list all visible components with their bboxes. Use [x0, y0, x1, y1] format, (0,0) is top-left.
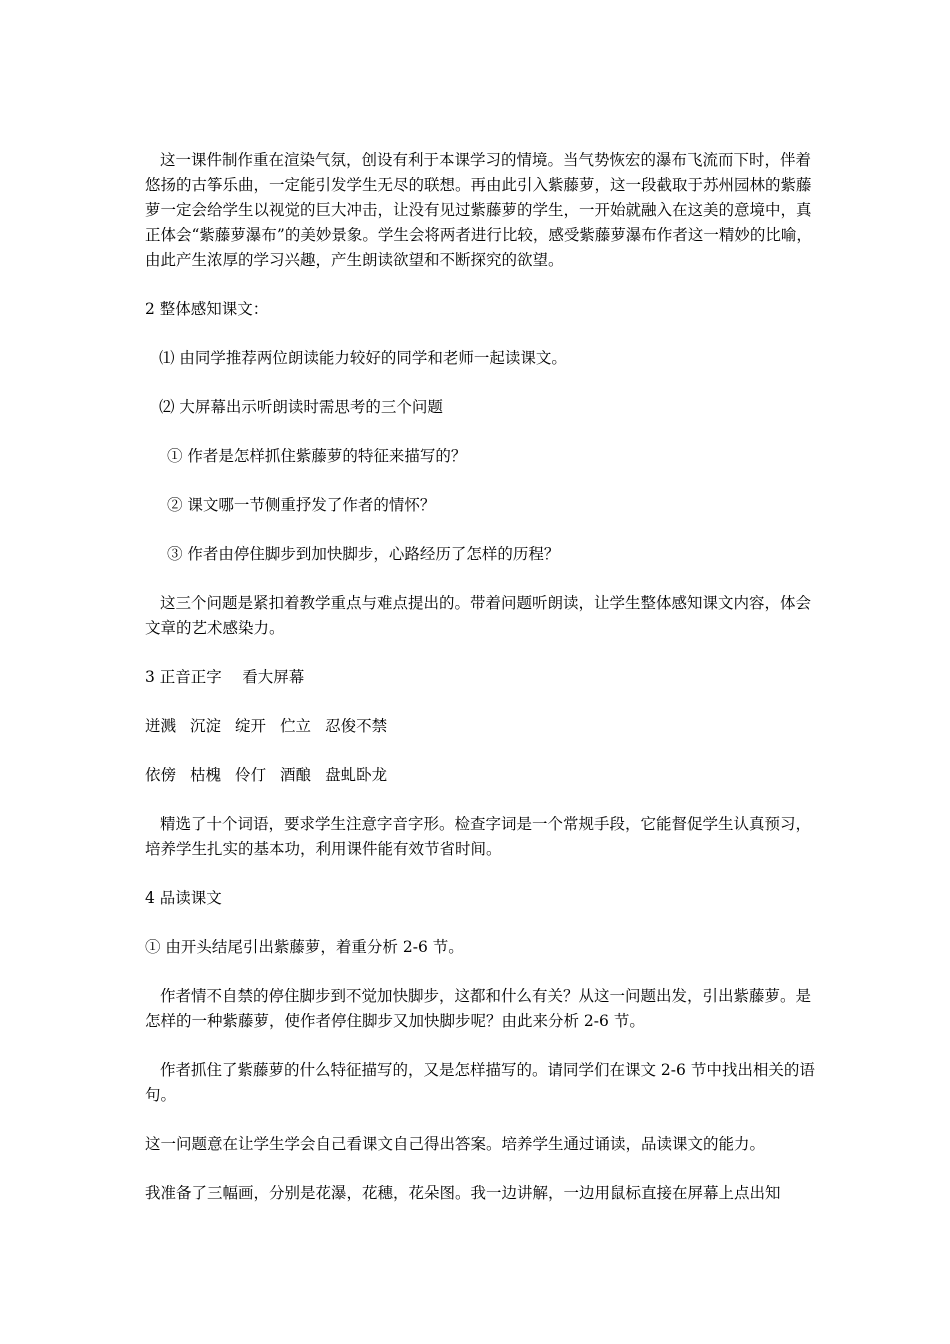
reading-point-1: ① 由开头结尾引出紫藤萝，着重分析 2-6 节。 [145, 938, 464, 956]
paragraph-courseware-intro: 这一课件制作重在渲染气氛，创设有利于本课学习的情境。当气势恢宏的瀑布飞流而下时，伴着悠扬的古筝乐曲，一定能引发学生无尽的联想。再由此引入紫藤萝，这一段截取于苏州园林的紫藤萝一定会给学生以视觉的巨大冲击，让没有见过紫藤萝的学生，一开始就融入在这美的意境中，真正体会“紫藤萝瀑布”的美妙景象。学生会将两者进行比较，感受紫藤萝瀑布作者这一精妙的比喻，由此产生浓厚的学习兴趣，产生朗读欲望和不断探究的欲望。 [145, 151, 812, 269]
word-item: 盘虬卧龙 [325, 766, 388, 784]
step-2: ⑵ 大屏幕出示听朗读时需思考的三个问题 [159, 398, 443, 416]
paragraph-word-practice: 精选了十个词语，要求学生注意字音字形。检查字词是一个常规手段，它能督促学生认真预习，培养学生扎实的基本功，利用课件能有效节省时间。 [145, 815, 812, 858]
word-item: 伶仃 [235, 766, 267, 784]
paragraph-features-question: 作者抓住了紫藤萝的什么特征描写的，又是怎样描写的。请同学们在课文 2-6 节中找出相关的语句。 [145, 1061, 815, 1104]
word-item: 绽开 [235, 717, 267, 735]
question-1: ① 作者是怎样抓住紫藤萝的特征来描写的？ [167, 447, 467, 465]
word-item: 枯槐 [190, 766, 222, 784]
word-list-2 [145, 763, 815, 788]
question-2: ② 课文哪一节侧重抒发了作者的情怀？ [167, 496, 436, 514]
paragraph-footsteps-question: 作者情不自禁的停住脚步到不觉加快脚步，这都和什么有关？从这一问题出发，引出紫藤萝。是怎样的一种紫藤萝，使作者停住脚步又加快脚步呢？由此来分析 2-6 节。 [145, 987, 812, 1030]
section-heading-4: 4 品读课文 [145, 889, 222, 907]
word-list-1 [145, 714, 815, 739]
word-item: 伫立 [280, 717, 312, 735]
document-page [145, 148, 815, 1206]
question-3: ③ 作者由停住脚步到加快脚步，心路经历了怎样的历程？ [167, 545, 560, 563]
paragraph-questions-purpose: 这三个问题是紧扣着教学重点与难点提出的。带着问题听朗读，让学生整体感知课文内容，体会文章的艺术感染力。 [145, 594, 812, 637]
word-item: 忍俊不禁 [325, 717, 388, 735]
section-heading-2: 2 整体感知课文： [145, 300, 269, 318]
word-item: 迸溅 [145, 717, 177, 735]
word-item: 沉淀 [190, 717, 222, 735]
paragraph-self-study: 这一问题意在让学生学会自己看课文自己得出答案。培养学生通过诵读，品读课文的能力。 [145, 1135, 766, 1153]
section-heading-3: 3 正音正字 看大屏幕 [145, 668, 305, 686]
word-item: 酒酿 [280, 766, 312, 784]
step-1: ⑴ 由同学推荐两位朗读能力较好的同学和老师一起读课文。 [159, 349, 567, 367]
paragraph-three-pictures: 我准备了三幅画，分别是花瀑，花穗，花朵图。我一边讲解，一边用鼠标直接在屏幕上点出知 [145, 1184, 781, 1202]
word-item: 依傍 [145, 766, 177, 784]
